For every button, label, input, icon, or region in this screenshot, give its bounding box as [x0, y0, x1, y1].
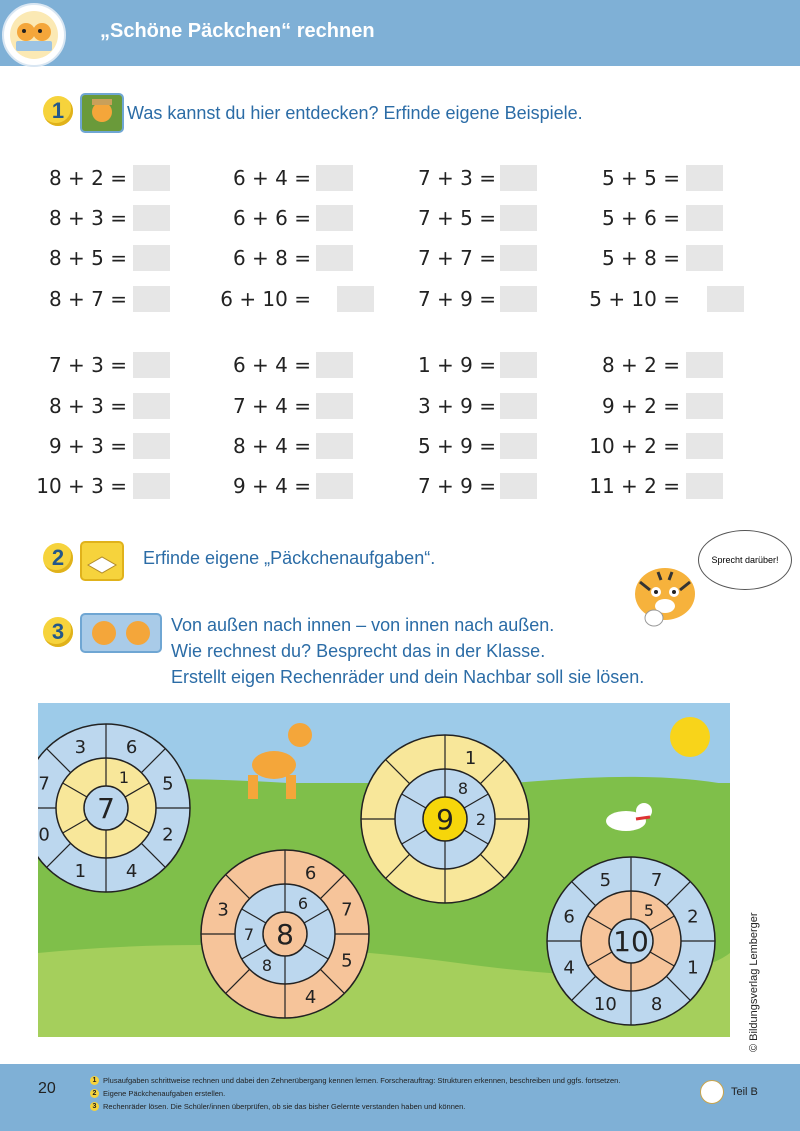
- wheel-outer-number: 1: [687, 957, 699, 979]
- answer-box[interactable]: [500, 433, 537, 459]
- wheel-center-number: 7: [97, 792, 115, 825]
- answer-box[interactable]: [500, 352, 537, 378]
- answer-box[interactable]: [337, 286, 374, 312]
- wheel-outer-number: 3: [217, 899, 229, 921]
- equation: 6 + 4 =: [232, 166, 311, 190]
- equation: 8 + 7 =: [48, 287, 127, 311]
- equation: 1 + 9 =: [417, 353, 496, 377]
- answer-box[interactable]: [500, 165, 537, 191]
- answer-box[interactable]: [707, 286, 744, 312]
- answer-box[interactable]: [316, 245, 353, 271]
- answer-box[interactable]: [686, 205, 723, 231]
- task-number-3: 3: [43, 617, 73, 647]
- page-header: [0, 0, 800, 66]
- note-3: 3 Rechenräder lösen. Die Schüler/innen überprüfen, ob sie das bisher Gelernte verstanden haben und können.: [90, 1100, 620, 1113]
- equation: 9 + 4 =: [232, 474, 311, 498]
- answer-box[interactable]: [133, 393, 170, 419]
- wheel-outer-number: 7: [38, 773, 50, 795]
- answer-box[interactable]: [686, 393, 723, 419]
- task-number-1: 1: [43, 96, 73, 126]
- answer-box[interactable]: [500, 245, 537, 271]
- equation: 5 + 5 =: [601, 166, 680, 190]
- tiger-logo-icon: [2, 3, 66, 67]
- answer-box[interactable]: [686, 165, 723, 191]
- wheel-outer-number: 5: [341, 950, 353, 972]
- answer-box[interactable]: [133, 286, 170, 312]
- part-label: Teil B: [731, 1086, 758, 1098]
- wheel-middle-number: 7: [243, 925, 255, 944]
- page-title: „Schöne Päckchen“ rechnen: [100, 20, 375, 42]
- wheel-outer-number: 5: [162, 773, 174, 795]
- equation: 9 + 2 =: [601, 394, 680, 418]
- wheel-outer-number: 4: [563, 957, 575, 979]
- wheel-center-number: 10: [613, 925, 649, 958]
- wheel-outer-number: 2: [687, 906, 699, 928]
- equation: 8 + 3 =: [48, 394, 127, 418]
- wheel-outer-number: 6: [125, 737, 138, 759]
- equation: 7 + 4 =: [232, 394, 311, 418]
- equation: 7 + 3 =: [417, 166, 496, 190]
- equation: 8 + 5 =: [48, 246, 127, 270]
- answer-box[interactable]: [133, 245, 170, 271]
- wheel-outer-number: 10: [593, 993, 617, 1015]
- calculation-wheel: [547, 857, 715, 1025]
- equation: 7 + 3 =: [48, 353, 127, 377]
- teacher-notes: [90, 1074, 620, 1113]
- equation: 7 + 7 =: [417, 246, 496, 270]
- answer-box[interactable]: [686, 433, 723, 459]
- wheel-center-number: 8: [276, 918, 294, 951]
- task3-line: Erstellt eigen Rechenräder und dein Nachbar soll sie lösen.: [171, 667, 645, 687]
- sun-icon: [670, 717, 710, 757]
- two-tigers-icon: [80, 613, 162, 653]
- answer-box[interactable]: [133, 433, 170, 459]
- wheel-middle-number: 1: [118, 767, 130, 787]
- wheel-outer-number: 7: [341, 899, 353, 921]
- answer-box[interactable]: [686, 245, 723, 271]
- wheel-outer-number: 8: [650, 993, 663, 1015]
- task2-instruction: Erfinde eigene „Päckchenaufgaben“.: [143, 548, 436, 568]
- equation: 11 + 2 =: [589, 474, 680, 498]
- equation: 8 + 2 =: [48, 166, 127, 190]
- wheel-outer-number: 1: [74, 860, 87, 882]
- answer-box[interactable]: [500, 473, 537, 499]
- calculation-wheel: [361, 735, 529, 903]
- answer-box[interactable]: [686, 352, 723, 378]
- wheel-outer-number: 6: [563, 906, 575, 928]
- equation: 7 + 9 =: [417, 474, 496, 498]
- answer-box[interactable]: [316, 352, 353, 378]
- tiger-part-icon: [700, 1080, 724, 1104]
- wheel-outer-number: 7: [650, 870, 663, 892]
- equation: 10 + 3 =: [36, 474, 127, 498]
- wheel-middle-number: 5: [643, 900, 655, 920]
- tiger-explorer-icon: [80, 93, 124, 133]
- equation: 6 + 6 =: [232, 206, 311, 230]
- equation: 10 + 2 =: [589, 434, 680, 458]
- answer-box[interactable]: [316, 205, 353, 231]
- equation: 3 + 9 =: [417, 394, 496, 418]
- equation: 6 + 8 =: [232, 246, 311, 270]
- answer-box[interactable]: [316, 473, 353, 499]
- task3-line: Wie rechnest du? Besprecht das in der Klasse.: [171, 641, 546, 661]
- equation: 8 + 2 =: [601, 353, 680, 377]
- wheel-middle-number: 2: [475, 810, 487, 829]
- notebook-icon: [80, 541, 124, 581]
- task1-instruction: Was kannst du hier entdecken? Erfinde eigene Beispiele.: [127, 103, 583, 123]
- answer-box[interactable]: [133, 473, 170, 499]
- answer-box[interactable]: [500, 205, 537, 231]
- copyright-notice: © Bildungsverlag Lemberger: [748, 912, 760, 1052]
- equation: 7 + 5 =: [417, 206, 496, 230]
- equation: 6 + 4 =: [232, 353, 311, 377]
- speech-bubble: Sprecht darüber!: [698, 530, 792, 590]
- answer-box[interactable]: [316, 393, 353, 419]
- note-2: 2 Eigene Päckchenaufgaben erstellen.: [90, 1087, 620, 1100]
- equation: 5 + 8 =: [601, 246, 680, 270]
- wheel-middle-number: 8: [261, 956, 273, 976]
- answer-box[interactable]: [133, 352, 170, 378]
- wheel-outer-number: 1: [464, 748, 477, 770]
- answer-box[interactable]: [500, 393, 537, 419]
- wheel-outer-number: 4: [125, 860, 138, 882]
- wheel-outer-number: 6: [304, 863, 317, 885]
- note-1: 1 Plusaufgaben schrittweise rechnen und dabei den Zehnerübergang kennen lernen. Forscherauftrag: Strukturen erkennen, beschreiben und ggfs. fortsetzen.: [90, 1074, 620, 1087]
- equation: 9 + 3 =: [48, 434, 127, 458]
- page-footer: [0, 1064, 800, 1131]
- wheel-outer-number: 3: [74, 737, 87, 759]
- answer-box[interactable]: [133, 205, 170, 231]
- equation: 7 + 9 =: [417, 287, 496, 311]
- equation: 5 + 9 =: [417, 434, 496, 458]
- equation: 5 + 10 =: [589, 287, 680, 311]
- answer-box[interactable]: [500, 286, 537, 312]
- wheel-outer-number: 0: [38, 824, 50, 846]
- meadow-illustration: [38, 703, 730, 1037]
- wheel-outer-number: 2: [162, 824, 174, 846]
- task-number-2: 2: [43, 543, 73, 573]
- wheel-middle-number: 8: [457, 778, 469, 798]
- wheel-middle-number: 6: [297, 893, 309, 913]
- equation: 8 + 3 =: [48, 206, 127, 230]
- equation: 5 + 6 =: [601, 206, 680, 230]
- answer-box[interactable]: [316, 433, 353, 459]
- equation: 8 + 4 =: [232, 434, 311, 458]
- wheel-outer-number: 4: [304, 986, 317, 1008]
- calculation-wheel: [201, 850, 369, 1018]
- answer-box[interactable]: [686, 473, 723, 499]
- wheel-outer-number: 5: [599, 870, 612, 892]
- equation: 6 + 10 =: [220, 287, 311, 311]
- answer-box[interactable]: [133, 165, 170, 191]
- task3-line: Von außen nach innen – von innen nach außen.: [171, 615, 555, 635]
- answer-box[interactable]: [316, 165, 353, 191]
- task3-instructions: [171, 612, 644, 690]
- page-number: 20: [38, 1080, 56, 1097]
- wheel-center-number: 9: [436, 803, 454, 836]
